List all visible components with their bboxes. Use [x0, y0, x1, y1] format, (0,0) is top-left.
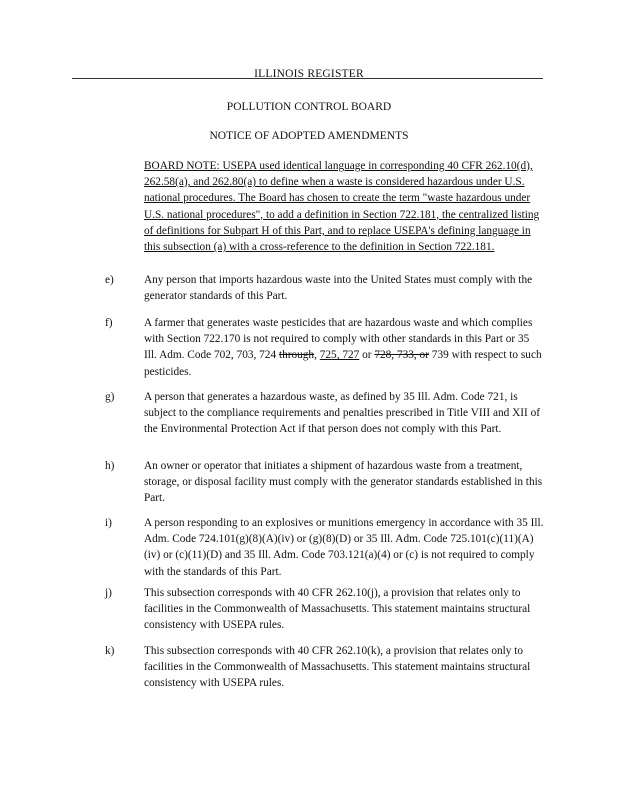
subsection-text: A person that generates a hazardous waste, as defined by 35 Ill. Adm. Code 721, is subject to the compliance requirements and penalties prescribed in Title VIII and XII of the Environmental Protection Act if that person does not comply with this Part.	[144, 391, 541, 436]
subsection-letter: i)	[105, 517, 112, 529]
subsection-letter: h)	[105, 460, 115, 472]
subsection-text: This subsection corresponds with 40 CFR 262.10(k), a provision that relates only to facilities in the Commonwealth of Massachusetts. This statement maintains structural consistency with USEPA rules.	[144, 645, 531, 690]
board-note-text-1: USEPA used identical language in corresponding 40 CFR 262.10(d), 262.58(a), and 262.80(a) to define when a waste is considered hazardous under U.S. national procedures.	[144, 160, 533, 205]
text-segment: ,	[314, 349, 320, 362]
added-text: 725, 727	[319, 349, 360, 362]
subsection-text: A person responding to an explosives or munitions emergency in accordance with 35 Ill. Adm. Code 724.101(g)(8)(A)(iv) or (g)(8)(D) or 35 Ill. Adm. Code 725.101(c)(11)(A)(iv) or (c)(11)(D) and 35 Ill. Adm. Code 703.121(a)(4) or (c) is not required to comply with the standards of this Part.	[144, 517, 544, 578]
board-note	[144, 158, 544, 255]
struck-text: 728, 733, or	[374, 349, 429, 362]
text-segment: 739 with respect to such pesticides.	[144, 349, 542, 378]
subsection-text: Any person that imports hazardous waste into the United States must comply with the generator standards of this Part.	[144, 274, 533, 303]
text-segment: or	[359, 349, 375, 362]
subsection-letter: k)	[105, 645, 115, 657]
subsection-letter: e)	[105, 274, 114, 286]
board-note-label: BOARD NOTE:	[144, 160, 220, 172]
subsection-letter: f)	[105, 317, 113, 329]
board-note-text-2: The Board has chosen to create the term "waste hazardous under U.S. national procedures", to add a definition in Section 722.181, the centralized listing of definitions for Subpart H of this Part, and to replace USEPA's defining language in this subsection (a) with a cross-reference to the definition in Section 722.181.	[144, 192, 540, 254]
struck-text: through	[278, 349, 315, 362]
register-title: ILLINOIS REGISTER	[254, 68, 364, 80]
board-title: POLLUTION CONTROL BOARD	[226, 101, 392, 113]
text-segment: A farmer that generates waste pesticides that are hazardous waste and which complies with Section 722.170 is not required to comply with other standards in this Part or 35 Ill. Adm. Code 702, 703, 724	[144, 317, 533, 362]
subsection-text: This subsection corresponds with 40 CFR 262.10(j), a provision that relates only to facilities in the Commonwealth of Massachusetts. This statement maintains structural consistency with USEPA rules.	[144, 587, 531, 632]
subsection-letter: g)	[105, 391, 115, 403]
subsection-text	[144, 315, 544, 380]
subsection-letter: j)	[105, 587, 112, 599]
notice-title: NOTICE OF ADOPTED AMENDMENTS	[209, 130, 409, 142]
subsection-text: An owner or operator that initiates a shipment of hazardous waste from a treatment, storage, or disposal facility must comply with the generator standards established in this Part.	[144, 460, 543, 505]
